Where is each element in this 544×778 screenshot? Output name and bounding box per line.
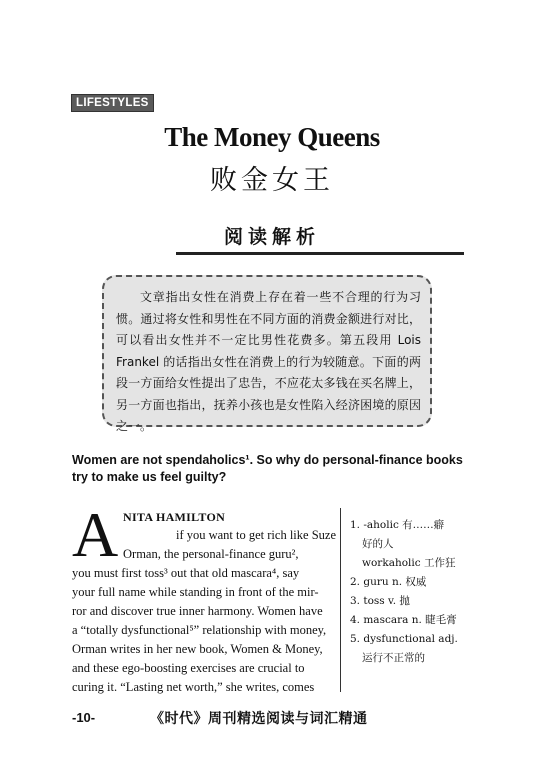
body-line-6: a “totally dysfunctional⁵” relationship with money, [72,623,327,637]
book-title-footer: 《时代》周刊精选阅读与词汇精通 [150,711,368,727]
body-line-7: Orman writes in her new book, Women & Money, [72,642,323,656]
glossary-entry: workaholic 工作狂 [362,557,456,569]
drop-cap: A [72,499,119,570]
body-line-3: you must first toss³ out that old mascara⁴, say [72,566,300,580]
glossary-entry: 好的人 [362,538,394,550]
body-line-8: and these ego-boosting exercises are crucial to [72,661,305,675]
body-line-1: if you want to get rich like Suze [175,528,336,542]
glossary-entry: 5. dysfunctional adj. [350,633,458,645]
section-tag: LIFESTYLES [71,94,154,112]
glossary-entry: 2. guru n. 权威 [350,576,427,588]
lede: Women are not spendaholics¹. So why do personal-finance books try to make us feel guilty? [72,453,463,484]
article-title-cn: 败金女王 [210,165,334,196]
glossary-entry: 运行不正常的 [362,652,425,664]
body-line-5: ror and discover true inner harmony. Women have [72,604,323,618]
summary-box [102,275,432,433]
heading-rule [176,252,464,255]
author-byline: NITA HAMILTON [123,510,226,524]
article-title-en: The Money Queens [164,122,380,152]
column-divider [340,508,341,692]
glossary-entry: 3. toss v. 抛 [350,595,410,607]
analysis-heading: 阅读解析 [223,226,320,248]
body-line-4: your full name while standing in front of the mir- [72,585,319,599]
page-number: -10- [72,710,96,725]
glossary-entry: 4. mascara n. 睫毛膏 [350,614,457,626]
body-line-2: Orman, the personal-finance guru², [123,547,299,561]
glossary-entry: 1. -aholic 有……癖 [350,519,445,531]
body-line-9: curing it. “Lasting net worth,” she writes, comes [72,680,315,694]
summary-text: 文章指出女性在消费上存在着一些不合理的行为习惯。通过将女性和男性在不同方面的消费金额进行对比，可以看出女性并不一定比男性花费多。第五段用 Lois Frankel 的话指出女性在消费上的行为较随意。下面的两段一方面给女性提出了忠告，不应花太多钱在买名牌上，另一方面也指出，抚养小孩也是女性陷入经济困境的原因之一。 [116,290,421,433]
glossary [350,516,480,668]
